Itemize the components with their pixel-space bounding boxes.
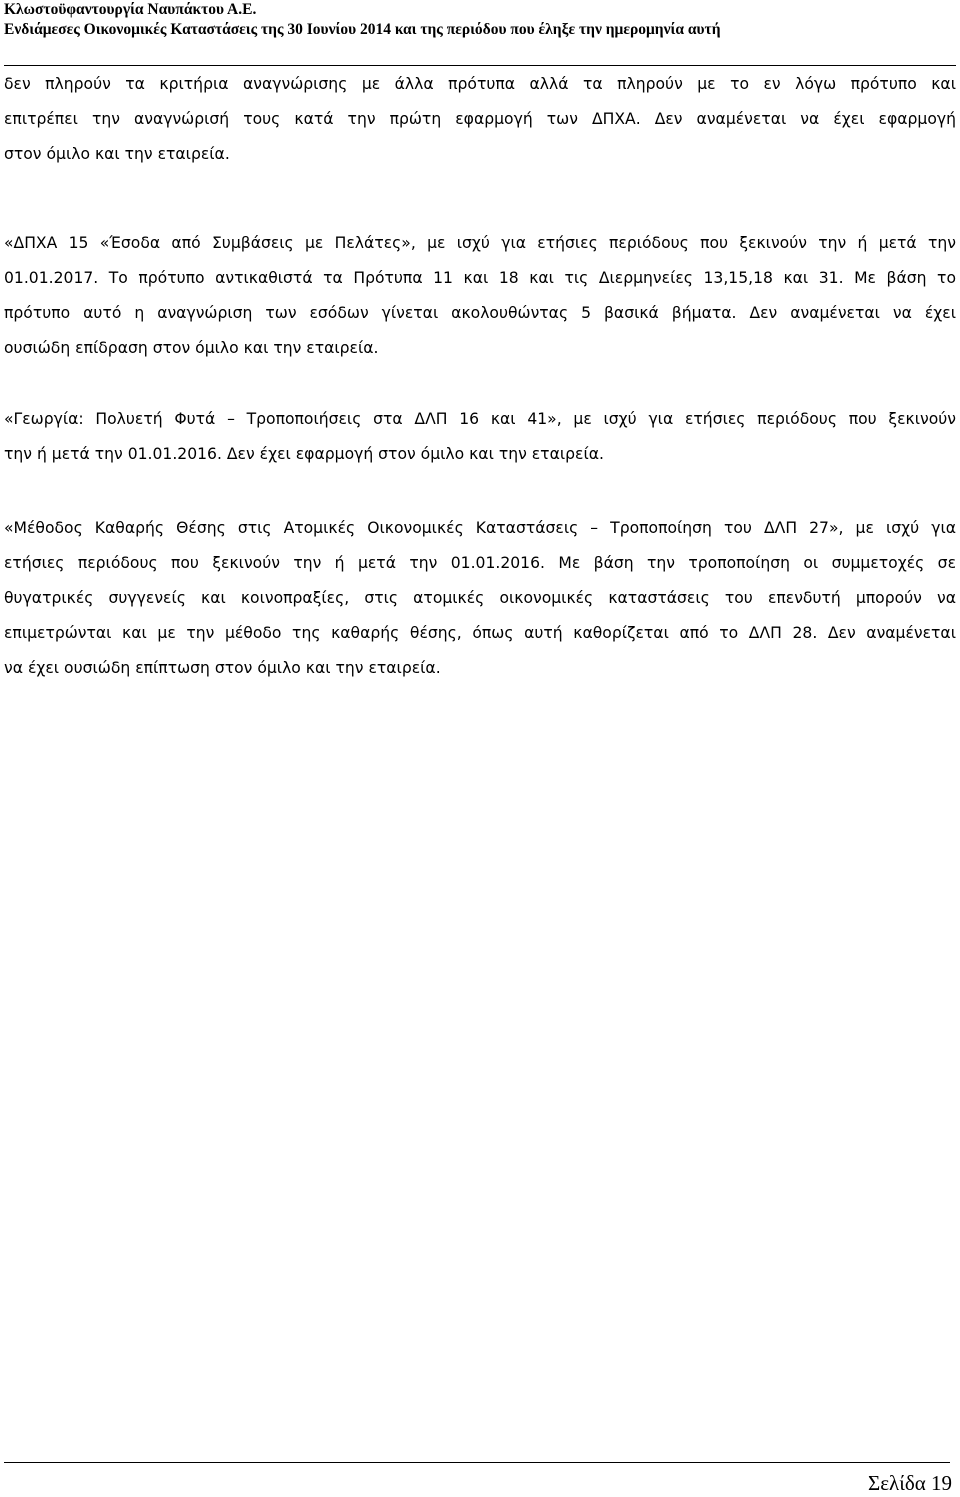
- paragraph-line: δεν πληρούν τα κριτήρια αναγνώρισης με άλλα πρότυπα αλλά τα πληρούν με το εν λόγω πρότυπο και: [4, 75, 956, 93]
- paragraph-line: «Γεωργία: Πολυετή Φυτά – Τροποποιήσεις στα ΔΛΠ 16 και 41», με ισχύ για ετήσιες περιόδους που ξεκινούν: [4, 410, 956, 428]
- paragraph-line: 01.01.2017. Το πρότυπο αντικαθιστά τα Πρότυπα 11 και 18 και τις Διερμηνείες 13,15,18 και 31. Με βάση το: [4, 269, 956, 287]
- paragraph-line: ετήσιες περιόδους που ξεκινούν την ή μετά την 01.01.2016. Με βάση την τροποποίηση οι συμμετοχές σε: [4, 554, 956, 572]
- paragraph-line: την ή μετά την 01.01.2016. Δεν έχει εφαρμογή στον όμιλο και την εταιρεία.: [4, 445, 604, 463]
- paragraph-3: [4, 402, 956, 472]
- paragraph-line: πρότυπο αυτό η αναγνώριση των εσόδων γίνεται ακολουθώντας 5 βασικά βήματα. Δεν αναμένεται να έχει: [4, 304, 956, 322]
- header-divider: [4, 65, 956, 66]
- paragraph-1: [4, 67, 956, 172]
- paragraph-line: επιτρέπει την αναγνώρισή τους κατά την πρώτη εφαρμογή των ΔΠΧΑ. Δεν αναμένεται να έχει εφαρμογή: [4, 110, 956, 128]
- document-header: [4, 0, 721, 40]
- paragraph-2: [4, 226, 956, 366]
- paragraph-4: [4, 511, 956, 686]
- paragraph-line: θυγατρικές συγγενείς και κοινοπραξίες, στις ατομικές οικονομικές καταστάσεις του επενδυτή μπορούν να: [4, 589, 956, 607]
- paragraph-line: να έχει ουσιώδη επίπτωση στον όμιλο και την εταιρεία.: [4, 659, 441, 677]
- page-number: Σελίδα 19: [867, 1471, 952, 1495]
- paragraph-line: επιμετρώνται και με την μέθοδο της καθαρής θέσης, όπως αυτή καθορίζεται από το ΔΛΠ 28. Δεν αναμένεται: [4, 624, 956, 642]
- paragraph-line: «Μέθοδος Καθαρής Θέσης στις Ατομικές Οικονομικές Καταστάσεις – Τροποποίηση του ΔΛΠ 27», με ισχύ για: [4, 519, 956, 537]
- paragraph-line: «ΔΠΧΑ 15 «Έσοδα από Συμβάσεις με Πελάτες», με ισχύ για ετήσιες περιόδους που ξεκινούν την ή μετά την: [4, 234, 956, 252]
- paragraph-line: ουσιώδη επίδραση στον όμιλο και την εταιρεία.: [4, 339, 379, 357]
- report-subtitle: Ενδιάμεσες Οικονομικές Καταστάσεις της 30 Ιουνίου 2014 και της περιόδου που έληξε την ημερομηνία αυτή: [4, 21, 721, 38]
- footer-divider: [4, 1462, 950, 1463]
- company-name: Κλωστοϋφαντουργία Ναυπάκτου Α.Ε.: [4, 1, 257, 18]
- paragraph-line: στον όμιλο και την εταιρεία.: [4, 145, 230, 163]
